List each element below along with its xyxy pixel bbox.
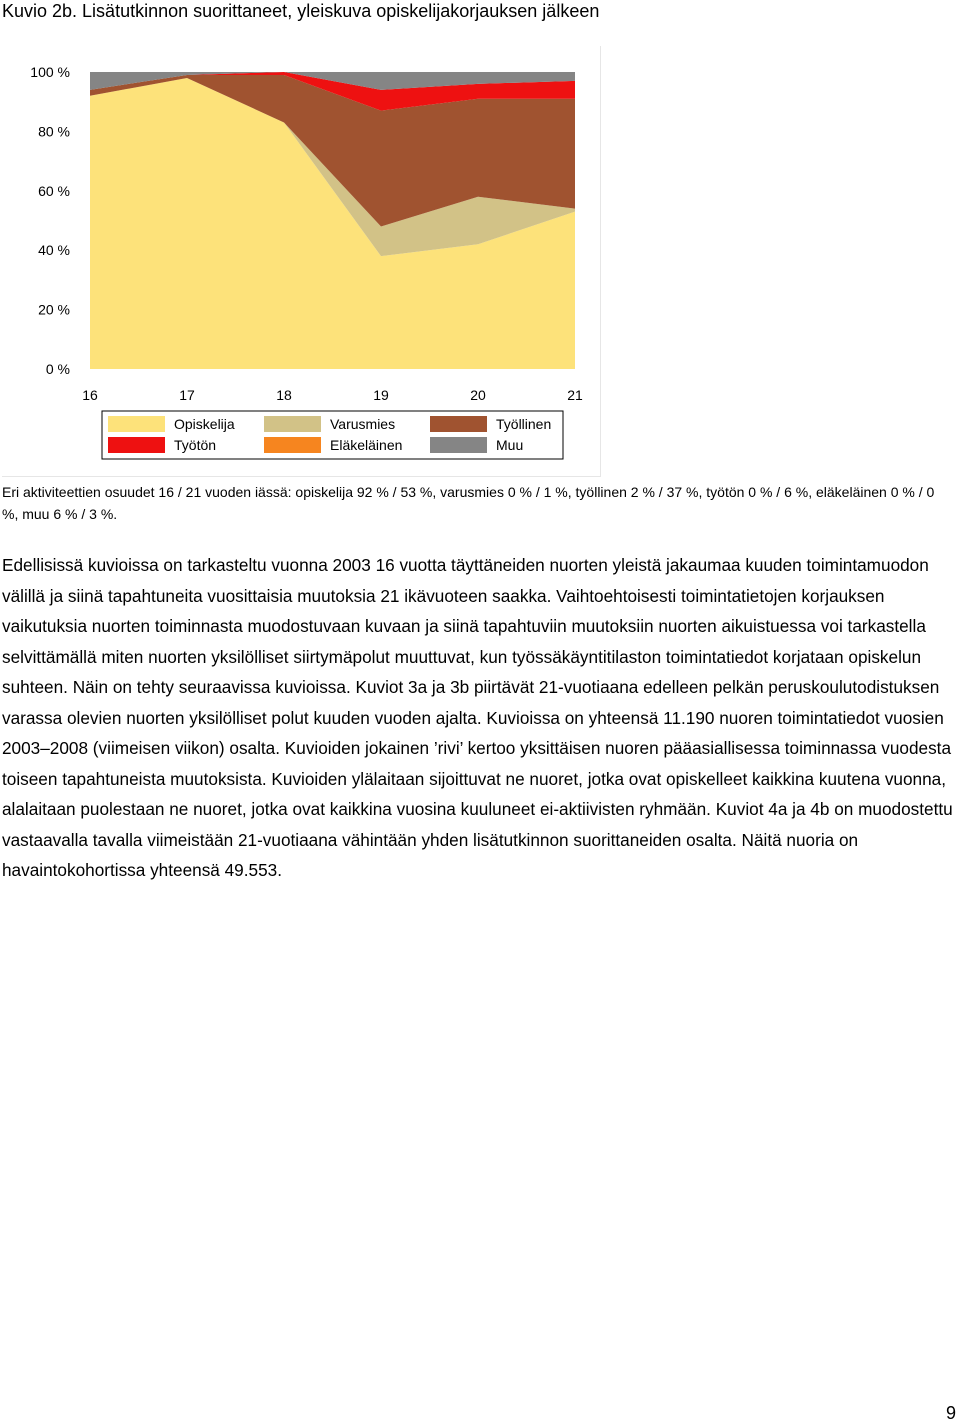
page-number: 9 bbox=[945, 1403, 956, 1423]
legend-label: Opiskelija bbox=[174, 416, 235, 432]
chart-legend bbox=[102, 411, 563, 459]
body-paragraph: Edellisissä kuvioissa on tarkasteltu vuonna 2003 16 vuotta täyttäneiden nuorten yleistä jakaumaa kuuden toimintamuodon välillä ja siinä tapahtuneita vuosittaisia muutoksia 21 ikävuoteen saakka. Vaihtoehtoisesti toimintatietojen korjauksen vaikutuksia nuorten toiminnasta muodostuvaan kuvaan ja siinä tapahtuviin muutoksiin nuorten aikuistuessa voi tarkastella selvittämällä miten nuorten yksilölliset siirtymäpolut muuttuvat, kun työssäkäyntitilaston toimintatiedot korjataan opiskelun suhteen. Näin on tehty seuraavissa kuvioissa. Kuviot 3a ja 3b piirtävät 21-vuotiaana edelleen pelkän peruskoulutodistuksen varassa olevien nuorten yksilölliset polut kuuden vuoden ajalta. Kuvioissa on yhteensä 11.190 nuoren toimintatiedot vuosien 2003–2008 (viimeisen viikon) osalta. Kuvioiden jokainen ’rivi’ kertoo yksittäisen nuoren pääasiallisessa toiminnassa vuodesta toiseen tapahtuneista muutoksista. Kuvioiden ylälaitaan sijoittuvat ne nuoret, jotka ovat opiskelleet kaikkina kuutena vuonna, alalaitaan puolestaan ne nuoret, jotka ovat kaikkina vuosina kuuluneet ei-aktiivisten ryhmään. Kuviot 4a ja 4b on muodostettu vastaavalla tavalla viimeistään 21-vuotiaana vähintään yhden lisätutkinnon suorittaneiden osalta. Näitä nuoria on havaintokohortissa yhteensä 49.553. bbox=[2, 555, 953, 880]
y-axis-ticks bbox=[30, 64, 70, 377]
legend-item-varusmies bbox=[264, 416, 395, 432]
figure-title: Kuvio 2b. Lisätutkinnon suorittaneet, yleiskuva opiskelijakorjauksen jälkeen bbox=[2, 1, 600, 21]
legend-label: Työllinen bbox=[496, 416, 552, 432]
legend-swatch bbox=[264, 416, 321, 432]
legend-label: Varusmies bbox=[330, 416, 396, 432]
legend-swatch bbox=[108, 437, 165, 453]
y-tick-label: 0 % bbox=[45, 361, 70, 377]
y-tick-label: 20 % bbox=[38, 301, 70, 318]
figure-caption: Eri aktiviteettien osuudet 16 / 21 vuoden iässä: opiskelija 92 % / 53 %, varusmies 0 % / 1 %, työllinen 2 % / 37 %, työtön 0 % / 6 %, eläkeläinen 0 % / 0 %, muu 6 % / 3 %. bbox=[2, 484, 935, 522]
legend-swatch bbox=[430, 437, 487, 453]
x-tick-label: 19 bbox=[373, 387, 389, 403]
y-tick-label: 100 % bbox=[30, 64, 70, 80]
legend-swatch bbox=[264, 437, 321, 453]
x-axis-ticks bbox=[82, 387, 583, 403]
area-layers bbox=[90, 72, 575, 369]
y-tick-label: 40 % bbox=[38, 242, 70, 259]
legend-label: Työtön bbox=[174, 437, 217, 453]
y-tick-label: 80 % bbox=[38, 123, 70, 140]
legend-swatch bbox=[108, 416, 165, 432]
legend-swatch bbox=[430, 416, 487, 432]
chart-frame bbox=[2, 46, 601, 477]
x-tick-label: 21 bbox=[567, 387, 583, 403]
legend-label: Eläkeläinen bbox=[330, 437, 403, 453]
legend-item-muu bbox=[430, 437, 523, 453]
x-tick-label: 18 bbox=[276, 387, 292, 403]
x-tick-label: 16 bbox=[82, 387, 98, 403]
y-tick-label: 60 % bbox=[38, 182, 70, 199]
legend-label: Muu bbox=[496, 437, 524, 453]
x-tick-label: 17 bbox=[179, 387, 195, 403]
x-tick-label: 20 bbox=[470, 387, 486, 403]
legend-item-tyoton bbox=[108, 437, 216, 453]
stacked-area-chart bbox=[2, 46, 600, 476]
legend-item-elakelainen bbox=[264, 437, 402, 453]
